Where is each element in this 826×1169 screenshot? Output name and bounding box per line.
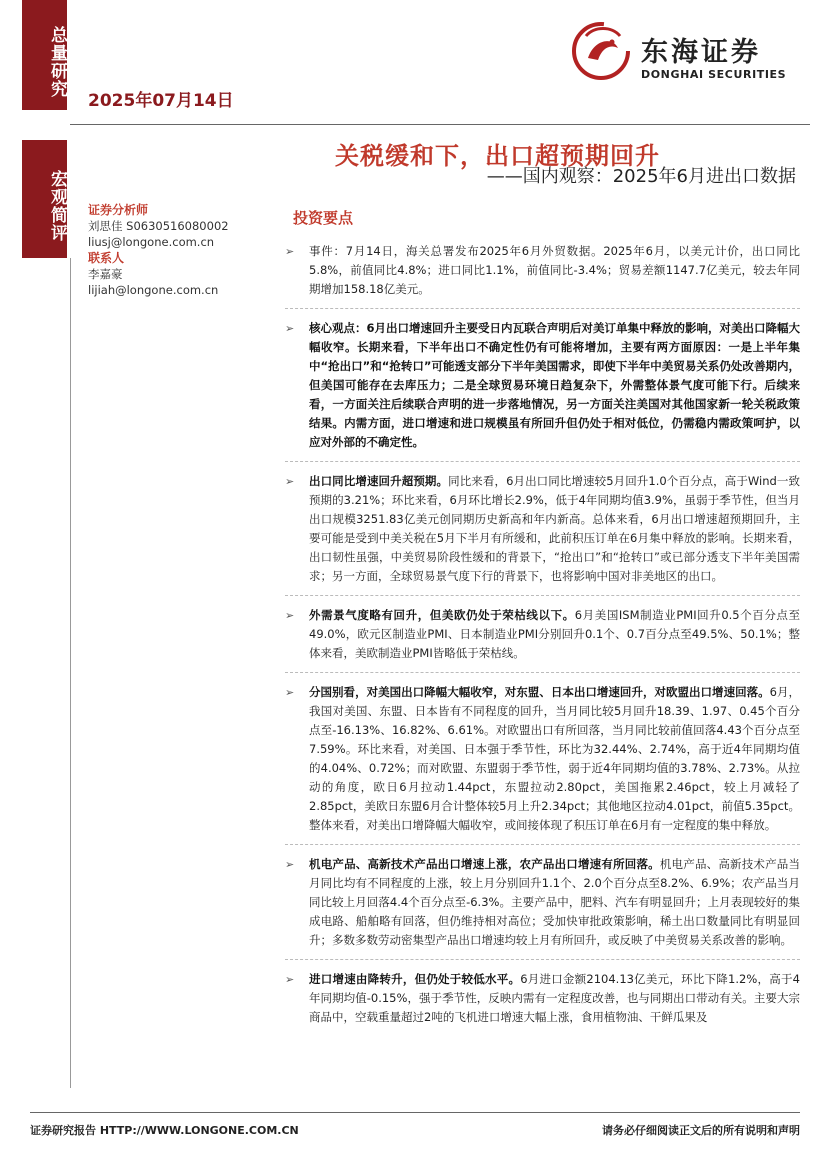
- arrow-bullet-icon: ➢: [285, 609, 295, 622]
- paragraph-text: 6月，我国对美国、东盟、日本皆有不同程度的回升，当月同比较5月回升18.39、1.97、0.45个百分点至-16.13%、16.82%、6.61%。对欧盟出口有所回落，当月同比较前值回落4.43个百分点至7.59%。环比来看，对美国、日本强于季节性，环比为32.44%、2.74%，高于近4年同期均值的4.04%、0.72%；而对欧盟、东盟弱于季节性，弱于近4年同期均值的3.78%、2.73%。从拉动的角度，欧日6月拉动1.44pct，东盟拉动2.80pct，美国拖累2.46pct，较上月减轻了2.85pct，美欧日东盟6月合计整体较5月上升2.34pct；其他地区拉动4.01pct，前值5.35pct。整体来看，对美出口增降幅大幅收窄，或间接体现了积压订单在6月有一定程度的集中释放。: [309, 685, 800, 832]
- dashed-divider: [285, 308, 800, 310]
- paragraph-text: 机电产品、高新技术产品当月同比均有不同程度的上涨，较上月分别回升1.1个、2.0个百分点至8.2%、6.9%；农产品当月同比较上月回落4.4个百分点至-6.3%。主要产品中，肥料、汽车有明显回升；上月表现较好的集成电路、船舶略有回落，但仍维持相对高位；受加快审批政策影响，稀土出口数量同比有明显回升；多数多数劳动密集型产品出口增速均较上月有所回升，或反映了中美贸易关系改善的影响。: [309, 857, 801, 947]
- dashed-divider: [285, 959, 800, 961]
- analyst-email[interactable]: liusj@longone.com.cn: [88, 235, 215, 249]
- dashed-divider: [285, 672, 800, 674]
- arrow-bullet-icon: ➢: [285, 322, 295, 335]
- paragraph-lead: 核心观点：6月出口增速回升主要受日内瓦联合声明后对美订单集中释放的影响，对美出口降幅大幅收窄。长期来看，下半年出口不确定性仍有可能将增加，主要有两方面原因：一是上半年集中“抢出口”和“抢转口”可能透支部分下半年美国需求，即使下半年中美贸易关系仍处改善期内，但美国可能存在去库压力；二是全球贸易环境日趋复杂下，外需整体景气度可能下行。后续来看，一方面关注后续联合声明的进一步落地情况，另一方面关注美国对其他国家新一轮关税政策结果。内需方面，进口增速和进口规模虽有所回升但仍处于相对低位，仍需稳内需政策呵护，以应对外部的不确定性。: [309, 321, 800, 449]
- paragraph-text: 6月进口金额2104.13亿美元，环比下降1.2%，高于4年同期均值-0.15%，强于季节性，反映内需有一定程度改善，也与同期出口带动有关。主要大宗商品中，空载重量超过2吨的飞机进口增速大幅上涨，食用植物油、干鲜瓜果及: [309, 972, 801, 1024]
- arrow-bullet-icon: ➢: [285, 858, 295, 871]
- analyst-info: [88, 202, 258, 298]
- paragraph-core-view: [285, 319, 800, 452]
- contact-name: 李嘉豪: [88, 267, 123, 281]
- left-divider: [70, 258, 71, 1088]
- paragraph-export-growth: [285, 472, 800, 586]
- key-points: [285, 242, 800, 1027]
- paragraph-lead: 分国别看，对美国出口降幅大幅收窄，对东盟、日本出口增速回升，对欧盟出口增速回落。: [309, 685, 770, 699]
- arrow-bullet-icon: ➢: [285, 245, 295, 258]
- company-logo: [568, 18, 808, 88]
- dashed-divider: [285, 595, 800, 597]
- paragraph-lead: 进口增速由降转升，但仍处于较低水平。: [309, 972, 521, 986]
- section-title: 投资要点: [293, 209, 354, 227]
- footer-website[interactable]: 证券研究报告 HTTP://WWW.LONGONE.COM.CN: [30, 1124, 299, 1137]
- paragraph-lead: 出口同比增速回升超预期。: [309, 474, 449, 488]
- report-date: 2025年07月14日: [88, 91, 234, 111]
- paragraph-external-demand: [285, 606, 800, 663]
- category-tab: 宏观简评: [22, 140, 67, 258]
- paragraph-lead: 机电产品、高新技术产品出口增速上涨，农产品出口增速有所回落。: [309, 857, 660, 871]
- contact-label: 联系人: [88, 251, 125, 265]
- paragraph-text: 6月美国ISM制造业PMI回升0.5个百分点至49.0%，欧元区制造业PMI、日本制造业PMI分别回升0.1个、0.7百分点至49.5%、50.1%；整体来看，美欧制造业PMI皆略低于荣枯线。: [309, 608, 801, 660]
- arrow-bullet-icon: ➢: [285, 686, 295, 699]
- paragraph-lead: 外需景气度略有回升，但美欧仍处于荣枯线以下。: [309, 608, 575, 622]
- logo-cn-text: 东海证券: [641, 37, 761, 68]
- report-title: 关税缓和下，出口超预期回升: [335, 142, 660, 170]
- header-rule: [70, 124, 810, 125]
- contact-email[interactable]: lijiah@longone.com.cn: [88, 283, 219, 297]
- dashed-divider: [285, 844, 800, 846]
- paragraph-text: 同比来看，6月出口同比增速较5月回升1.0个百分点，高于Wind一致预期的3.21%；环比来看，6月环比增长2.9%，低于4年同期均值3.9%，虽弱于季节性，但当月出口规模3251.83亿美元创同期历史新高和年内新高。总体来看，6月出口增速超预期回升，主要可能是受到中美关税在5月下半月有所缓和，此前积压订单在6月集中释放的影响。长期来看，出口韧性虽强，中美贸易阶段性缓和的背景下，“抢出口”和“抢转口”或已部分透支下半年美国需求；另一方面，全球贸易景气度下行的背景下，也将影响中国对非美地区的出口。: [309, 474, 801, 583]
- report-subtitle: ——国内观察：2025年6月进出口数据: [486, 166, 796, 187]
- dashed-divider: [285, 461, 800, 463]
- analyst-name: 刘思佳 S0630516080002: [88, 219, 229, 233]
- paragraph-imports: [285, 970, 800, 1027]
- arrow-bullet-icon: ➢: [285, 973, 295, 986]
- footer-disclaimer: 请务必仔细阅读正文后的所有说明和声明: [602, 1124, 800, 1137]
- paragraph-text: 事件：7月14日，海关总署发布2025年6月外贸数据。2025年6月，以美元计价，出口同比5.8%，前值同比4.8%；进口同比1.1%，前值同比-3.4%；贸易差额1147.7亿美元，较去年同期增加158.18亿美元。: [309, 244, 800, 296]
- paragraph-products: [285, 855, 800, 950]
- footer-rule: [30, 1112, 800, 1113]
- arrow-bullet-icon: ➢: [285, 475, 295, 488]
- dragon-logo-icon: [568, 18, 634, 84]
- logo-en-text: DONGHAI SECURITIES: [641, 68, 787, 81]
- paragraph-by-country: [285, 683, 800, 835]
- analyst-label: 证券分析师: [88, 203, 149, 217]
- paragraph-event: [285, 242, 800, 299]
- report-type-tab: 总量研究: [22, 0, 67, 110]
